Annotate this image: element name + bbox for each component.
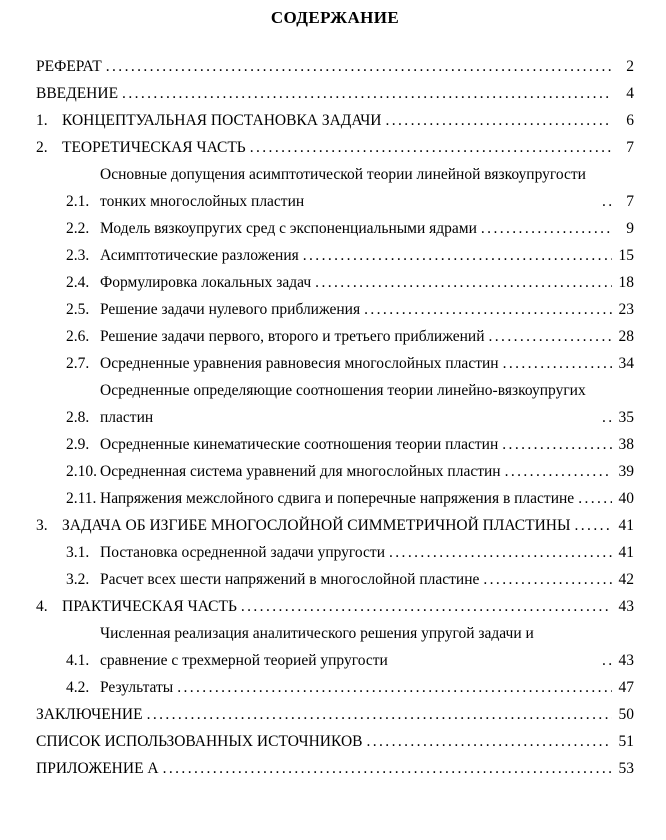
toc-entry-number: 3.2. (66, 571, 90, 588)
toc-dot-leader (485, 323, 613, 350)
toc-entry-page: 41 (618, 517, 634, 534)
toc-entry (36, 350, 634, 377)
toc-entry-page: 7 (626, 193, 634, 210)
toc-dot-leader (385, 539, 612, 566)
toc-entry-text: Решение задачи первого, второго и третьего приближений (100, 328, 485, 345)
toc-entry (36, 485, 634, 512)
toc-entry-text: Напряжения межслойного сдвига и поперечные напряжения в пластине (100, 490, 575, 507)
toc-dot-leader (498, 431, 612, 458)
toc-dot-leader (159, 755, 612, 782)
toc-entry-page: 2 (626, 58, 634, 75)
toc-dot-leader (362, 728, 612, 755)
toc-entry-text: ВВЕДЕНИЕ (36, 85, 119, 102)
toc-entry (36, 377, 634, 431)
toc-entry-text: ЗАКЛЮЧЕНИЕ (36, 706, 143, 723)
toc-dot-leader (598, 647, 612, 674)
toc-dot-leader (143, 701, 612, 728)
toc-entry (36, 242, 634, 269)
toc-entry-text: Осредненные определяющие соотношения теории линейно-вязкоупругих пластин (100, 382, 586, 426)
toc-entry-page: 18 (618, 274, 634, 291)
toc-dot-leader (102, 53, 612, 80)
toc-dot-leader (501, 458, 612, 485)
toc-entry-page: 34 (618, 355, 634, 372)
toc-entry-text: ЗАДАЧА ОБ ИЗГИБЕ МНОГОСЛОЙНОЙ СИММЕТРИЧНОЙ ПЛАСТИНЫ (62, 517, 571, 534)
toc-entry-page: 53 (618, 760, 634, 777)
toc-entry-number: 2.8. (66, 409, 90, 426)
toc-dot-leader (118, 80, 612, 107)
toc-dot-leader (381, 107, 612, 134)
toc-dot-leader (237, 593, 612, 620)
toc-dot-leader (598, 188, 612, 215)
toc-dot-leader (477, 215, 612, 242)
toc-entry (36, 161, 634, 215)
toc-entry-text: Осредненные уравнения равновесия многослойных пластин (100, 355, 499, 372)
toc-entry-page: 6 (626, 112, 634, 129)
toc-entry-page: 41 (618, 544, 634, 561)
toc-entry-page: 4 (626, 85, 634, 102)
toc-entry-page: 50 (618, 706, 634, 723)
toc-entry (36, 701, 634, 728)
toc-entry (36, 620, 634, 674)
toc-dot-leader (311, 269, 612, 296)
toc-entry (36, 53, 634, 80)
toc-dot-leader (360, 296, 612, 323)
toc-entry-number: 2.3. (66, 247, 90, 264)
toc-entry-page: 42 (618, 571, 634, 588)
toc-entry-page: 9 (626, 220, 634, 237)
toc-dot-leader (299, 242, 612, 269)
toc-entry-text: Осредненная система уравнений для многослойных пластин (100, 463, 501, 480)
toc-entry-page: 7 (626, 139, 634, 156)
toc-entry-page: 43 (618, 652, 634, 669)
toc-entry (36, 80, 634, 107)
toc-entry-text: КОНЦЕПТУАЛЬНАЯ ПОСТАНОВКА ЗАДАЧИ (62, 112, 382, 129)
toc-entry-number: 2.1. (66, 193, 90, 210)
toc-entry-page: 47 (618, 679, 634, 696)
toc-entry-text: Численная реализация аналитического решения упругой задачи и сравнение с трехмерной теорией упругости (100, 625, 534, 669)
toc-entry-page: 28 (618, 328, 634, 345)
toc-entry-number: 2.9. (66, 436, 90, 453)
toc-entry-text: Формулировка локальных задач (100, 274, 312, 291)
toc-entry (36, 269, 634, 296)
toc-dot-leader (574, 485, 612, 512)
toc-entry (36, 728, 634, 755)
toc-entry-number: 1. (36, 112, 48, 129)
toc-entry-page: 43 (618, 598, 634, 615)
toc-entry-page: 39 (618, 463, 634, 480)
toc-entry-number: 4.2. (66, 679, 90, 696)
toc-entry-text: Асимптотические разложения (100, 247, 299, 264)
toc-entry-text: Решение задачи нулевого приближения (100, 301, 361, 318)
toc-dot-leader (479, 566, 612, 593)
toc-entry-number: 4. (36, 598, 48, 615)
toc-entry-number: 2.5. (66, 301, 90, 318)
toc-entry-page: 40 (618, 490, 634, 507)
toc-entry-number: 2.10. (66, 463, 97, 480)
toc-entry-number: 2.11. (66, 490, 97, 507)
toc-entry (36, 215, 634, 242)
toc-entry (36, 134, 634, 161)
toc-entry-text: Постановка осредненной задачи упругости (100, 544, 385, 561)
toc-entry-text: Осредненные кинематические соотношения теории пластин (100, 436, 499, 453)
toc-dot-leader (246, 134, 612, 161)
toc-entry-text: Модель вязкоупругих сред с экспоненциальными ядрами (100, 220, 477, 237)
toc-entry-number: 2.7. (66, 355, 90, 372)
toc-entry-number: 2.4. (66, 274, 90, 291)
toc-entry-text: ПРИЛОЖЕНИЕ А (36, 760, 159, 777)
toc-entry (36, 512, 634, 539)
toc-dot-leader (598, 404, 612, 431)
toc-entry-text: РЕФЕРАТ (36, 58, 102, 75)
toc-entry-text: Расчет всех шести напряжений в многослойной пластине (100, 571, 480, 588)
toc-entry-text: ПРАКТИЧЕСКАЯ ЧАСТЬ (62, 598, 237, 615)
toc-entry-number: 2. (36, 139, 48, 156)
toc-entry (36, 323, 634, 350)
page-title: СОДЕРЖАНИЕ (270, 8, 400, 27)
toc-entry-page: 38 (618, 436, 634, 453)
toc-entry-text: Основные допущения асимптотической теории линейной вязкоупругости тонких многослойных пластин (100, 166, 586, 210)
toc-entry-text: Результаты (100, 679, 174, 696)
toc-entry (36, 296, 634, 323)
toc-entry (36, 566, 634, 593)
toc-entry-text: ТЕОРЕТИЧЕСКАЯ ЧАСТЬ (62, 139, 246, 156)
toc-entry-number: 4.1. (66, 652, 90, 669)
toc-entry-text: СПИСОК ИСПОЛЬЗОВАННЫХ ИСТОЧНИКОВ (36, 733, 363, 750)
toc-dot-leader (173, 674, 612, 701)
toc-entry-number: 2.6. (66, 328, 90, 345)
toc-list (36, 53, 634, 782)
toc-entry-number: 2.2. (66, 220, 90, 237)
toc-entry-page: 23 (618, 301, 634, 318)
toc-dot-leader (571, 512, 613, 539)
toc-entry (36, 755, 634, 782)
toc-entry-page: 35 (618, 409, 634, 426)
toc-entry-number: 3.1. (66, 544, 90, 561)
toc-entry (36, 674, 634, 701)
toc-entry (36, 539, 634, 566)
toc-entry-number: 3. (36, 517, 48, 534)
toc-dot-leader (499, 350, 612, 377)
toc-entry-page: 15 (618, 247, 634, 264)
toc-entry (36, 431, 634, 458)
toc-entry (36, 458, 634, 485)
toc-entry (36, 593, 634, 620)
toc-entry (36, 107, 634, 134)
toc-entry-page: 51 (618, 733, 634, 750)
